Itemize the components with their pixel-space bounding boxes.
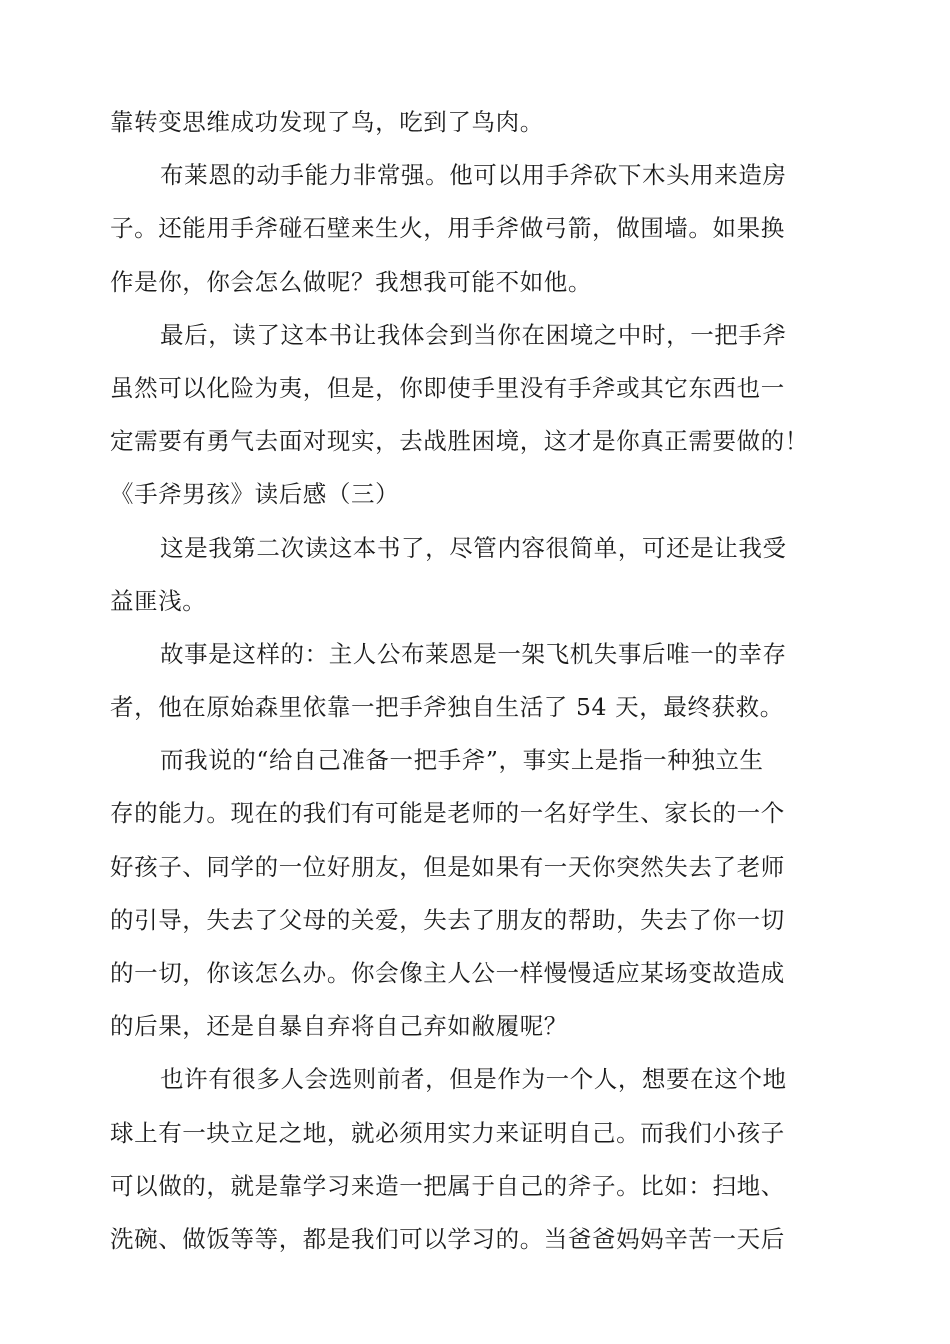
text-line: 益匪浅。 [110, 586, 207, 615]
text-line: 作是你，你会怎么做呢？我想我可能不如他。 [110, 267, 592, 296]
text-line: 靠转变思维成功发现了鸟，吃到了鸟肉。 [110, 108, 544, 136]
text-line: 洗碗、做饭等等，都是我们可以学习的。当爸爸妈妈辛苦一天后 [110, 1224, 785, 1253]
text-line: 好孩子、同学的一位好朋友，但是如果有一天你突然失去了老师 [110, 852, 785, 881]
paragraph-start-line: 布莱恩的动手能力非常强。他可以用手斧砍下木头用来造房 [160, 161, 787, 190]
paragraph-start-line: 也许有很多人会选则前者，但是作为一个人，想要在这个地 [160, 1065, 787, 1094]
document-body [110, 96, 850, 1266]
text-line: 子。还能用手斧碰石壁来生火，用手斧做弓箭，做围墙。如果换 [110, 214, 785, 243]
text-line: 的引导，失去了父母的关爱，失去了朋友的帮助，失去了你一切 [110, 905, 785, 934]
section-heading: 《手斧男孩》读后感（三） [110, 480, 400, 509]
paragraph-start-line: 这是我第二次读这本书了，尽管内容很简单，可还是让我受 [160, 533, 787, 562]
text-line: 球上有一块立足之地，就必须用实力来证明自己。而我们小孩子 [110, 1118, 785, 1147]
paragraph-start-line: 最后，读了这本书让我体会到当你在困境之中时，一把手斧 [160, 320, 787, 349]
text-line: 的一切，你该怎么办。你会像主人公一样慢慢适应某场变故造成 [110, 959, 785, 987]
text-line: 存的能力。现在的我们有可能是老师的一名好学生、家长的一个 [110, 799, 785, 828]
text-line: 虽然可以化险为夷，但是，你即使手里没有手斧或其它东西也一 [110, 373, 785, 402]
text-line: 可以做的，就是靠学习来造一把属于自己的斧子。比如：扫地、 [110, 1171, 785, 1200]
text-line: 定需要有勇气去面对现实，去战胜困境，这才是你真正需要做的！ [110, 427, 809, 456]
paragraph-start-line: 故事是这样的：主人公布莱恩是一架飞机失事后唯一的幸存 [160, 639, 787, 668]
text-line: 者，他在原始森里依靠一把手斧独自生活了 54 天，最终获救。 [110, 693, 784, 722]
paragraph-start-line: 而我说的“给自己准备一把手斧”，事实上是指一种独立生 [160, 746, 764, 775]
text-line: 的后果，还是自暴自弃将自己弃如敝履呢？ [110, 1012, 568, 1041]
